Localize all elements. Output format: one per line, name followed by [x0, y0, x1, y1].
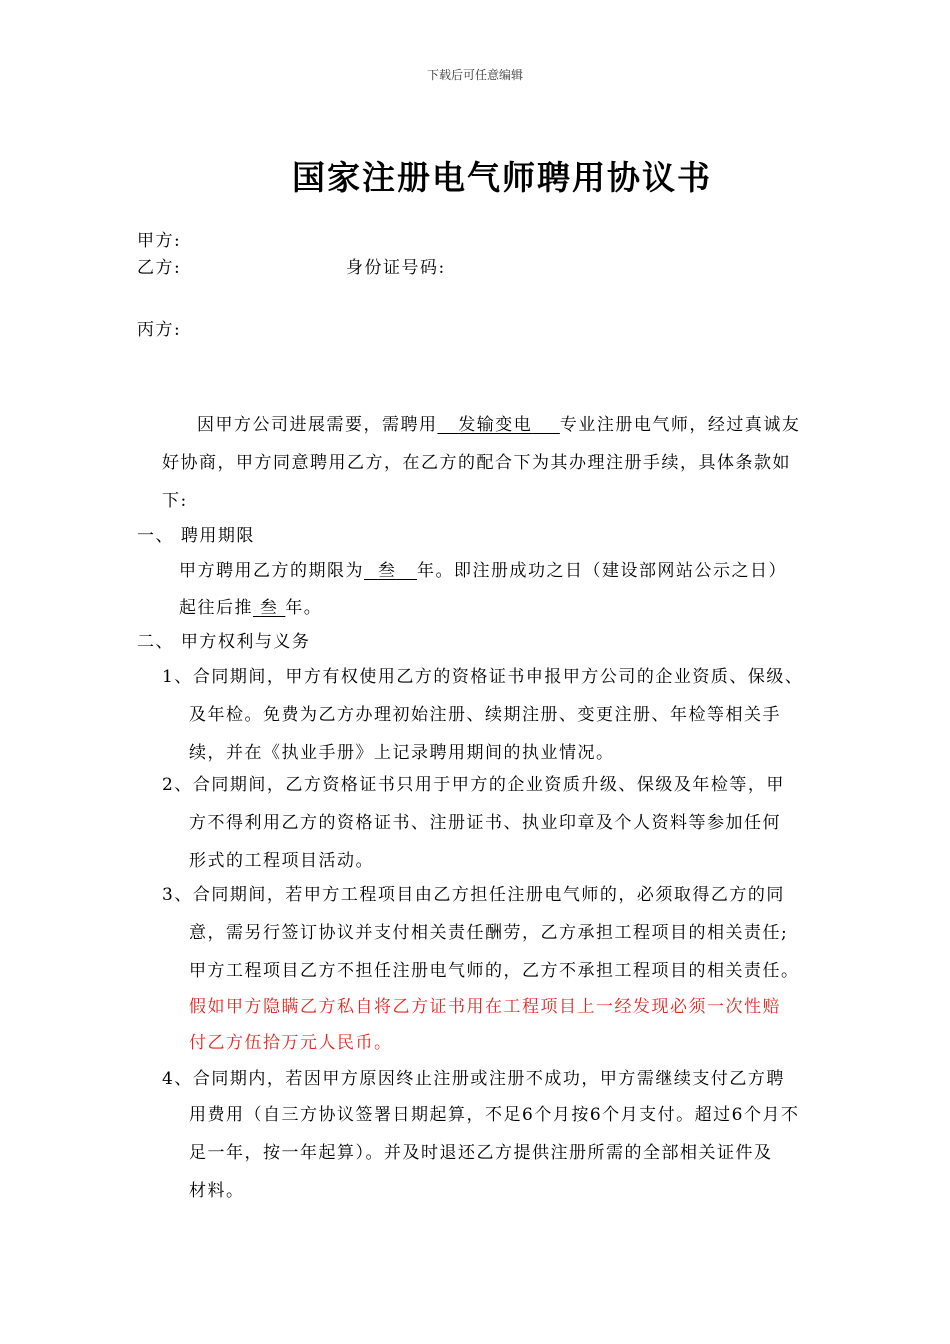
page-title: 国家注册电气师聘用协议书: [292, 158, 712, 197]
section-2-heading: 二、 甲方权利与义务: [137, 632, 311, 652]
item-3-warning-line-2: 付乙方伍拾万元人民币。: [189, 1033, 393, 1053]
intro-line-1: 因甲方公司进展需要，需聘用 发输变电 专业注册电气师，经过真诚友: [197, 415, 801, 435]
section-1-line-1: 甲方聘用乙方的期限为 叁 年。即注册成功之日（建设部网站公示之日）: [179, 561, 788, 581]
party-a-label: 甲方:: [137, 231, 182, 251]
item-4-line-1: 4、合同期内，若因甲方原因终止注册或注册不成功，甲方需继续支付乙方聘: [162, 1069, 785, 1089]
term-years-field: 叁: [377, 561, 397, 581]
item-2-line-1: 2、合同期间，乙方资格证书只用于甲方的企业资质升级、保级及年检等，甲: [162, 775, 785, 795]
item-1-line-1: 1、合同期间，甲方有权使用乙方的资格证书申报甲方公司的企业资质、保级、: [162, 667, 804, 687]
section-1-heading: 一、 聘用期限: [137, 526, 255, 546]
intro-line-3: 下:: [162, 491, 188, 511]
item-3-warning-line-1: 假如甲方隐瞒乙方私自将乙方证书用在工程项目上一经发现必须一次性赔: [189, 997, 781, 1017]
header-note: 下载后可任意编辑: [426, 68, 523, 82]
term-years-field-2: 叁: [259, 598, 279, 618]
item-2-line-3: 形式的工程项目活动。: [189, 851, 374, 871]
item-3-line-1: 3、合同期间，若甲方工程项目由乙方担任注册电气师的，必须取得乙方的同: [162, 885, 785, 905]
item-4-line-4: 材料。: [189, 1181, 245, 1201]
item-3-line-2: 意，需另行签订协议并支付相关责任酬劳，乙方承担工程项目的相关责任;: [189, 923, 789, 943]
id-number-label: 身份证号码:: [346, 258, 446, 278]
item-3-line-3: 甲方工程项目乙方不担任注册电气师的，乙方不承担工程项目的相关责任。: [189, 961, 800, 981]
section-1-line-2: 起往后推 叁 年。: [179, 598, 323, 618]
party-b-label: 乙方:: [137, 258, 182, 278]
item-1-line-2: 及年检。免费为乙方办理初始注册、续期注册、变更注册、年检等相关手: [189, 705, 781, 725]
party-c-label: 丙方:: [137, 320, 182, 340]
item-4-line-2: 用费用（自三方协议签署日期起算，不足6个月按6个月支付。超过6个月不: [189, 1105, 800, 1125]
item-1-line-3: 续，并在《执业手册》上记录聘用期间的执业情况。: [189, 743, 615, 763]
specialty-field: 发输变电: [458, 415, 533, 435]
intro-line-2: 好协商，甲方同意聘用乙方，在乙方的配合下为其办理注册手续，具体条款如: [162, 453, 791, 473]
item-2-line-2: 方不得利用乙方的资格证书、注册证书、执业印章及个人资料等参加任何: [189, 813, 781, 833]
item-4-line-3: 足一年，按一年起算）。并及时退还乙方提供注册所需的全部相关证件及: [189, 1143, 773, 1163]
